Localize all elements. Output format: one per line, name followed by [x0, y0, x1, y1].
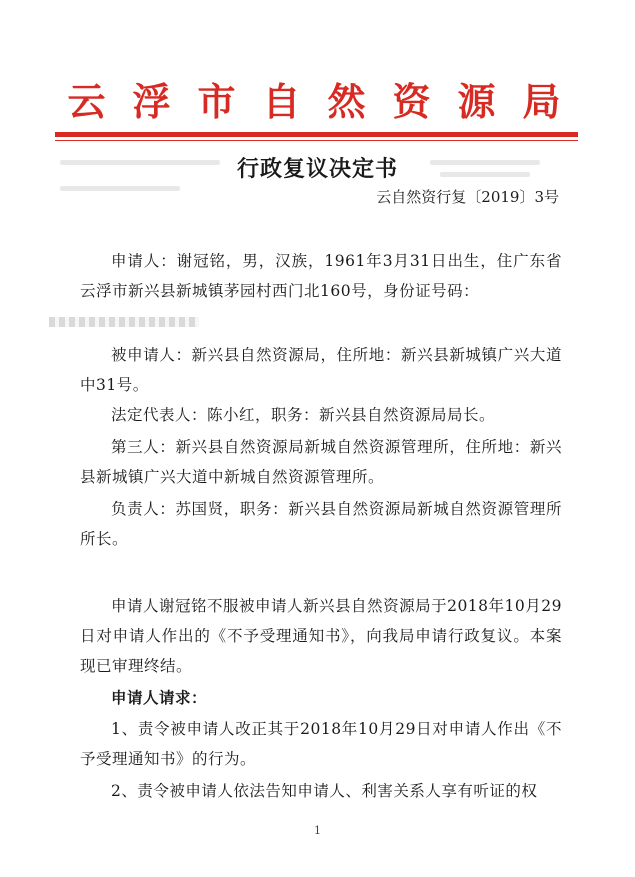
page-number: 1 [314, 824, 321, 837]
document-number: 云自然资行复〔2019〕3号 [376, 188, 559, 206]
request-item-1: 1、责令被申请人改正其于2018年10月29日对申请人作出《不予受理通知书》的行为。 [80, 720, 562, 768]
legal-representative-paragraph: 法定代表人：陈小红，职务：新兴县自然资源局局长。 [111, 406, 496, 424]
applicant-text: 申请人：谢冠铭，男，汉族，1961年3月31日出生，住广东省云浮市新兴县新城镇茅园村西门北160号，身份证号码： [80, 252, 562, 300]
person-in-charge-paragraph: 负责人：苏国贤，职务：新兴县自然资源局新城自然资源管理所所长。 [80, 500, 562, 548]
letterhead-rule-thick [55, 132, 578, 137]
requests-heading: 申请人请求： [111, 688, 208, 707]
document-title: 行政复议决定书 [236, 156, 398, 182]
third-party-paragraph: 第三人：新兴县自然资源局新城自然资源管理所，住所地：新兴县新城镇广兴大道中新城自然资源管理所。 [80, 438, 562, 486]
agency-letterhead: 云浮市自然资源局 [67, 79, 588, 124]
respondent-paragraph: 被申请人：新兴县自然资源局，住所地：新兴县新城镇广兴大道中31号。 [80, 346, 562, 394]
applicant-paragraph [80, 246, 562, 336]
intro-paragraph: 申请人谢冠铭不服被申请人新兴县自然资源局于2018年10月29日对申请人作出的《不予受理通知书》，向我局申请行政复议。本案现已审理终结。 [80, 597, 562, 675]
request-item-2: 2、责令被申请人依法告知申请人、利害关系人享有听证的权 [111, 782, 538, 800]
letterhead-rule-thin [55, 140, 578, 141]
bleed-through-mark [60, 186, 180, 191]
redacted-id-number [49, 317, 199, 327]
